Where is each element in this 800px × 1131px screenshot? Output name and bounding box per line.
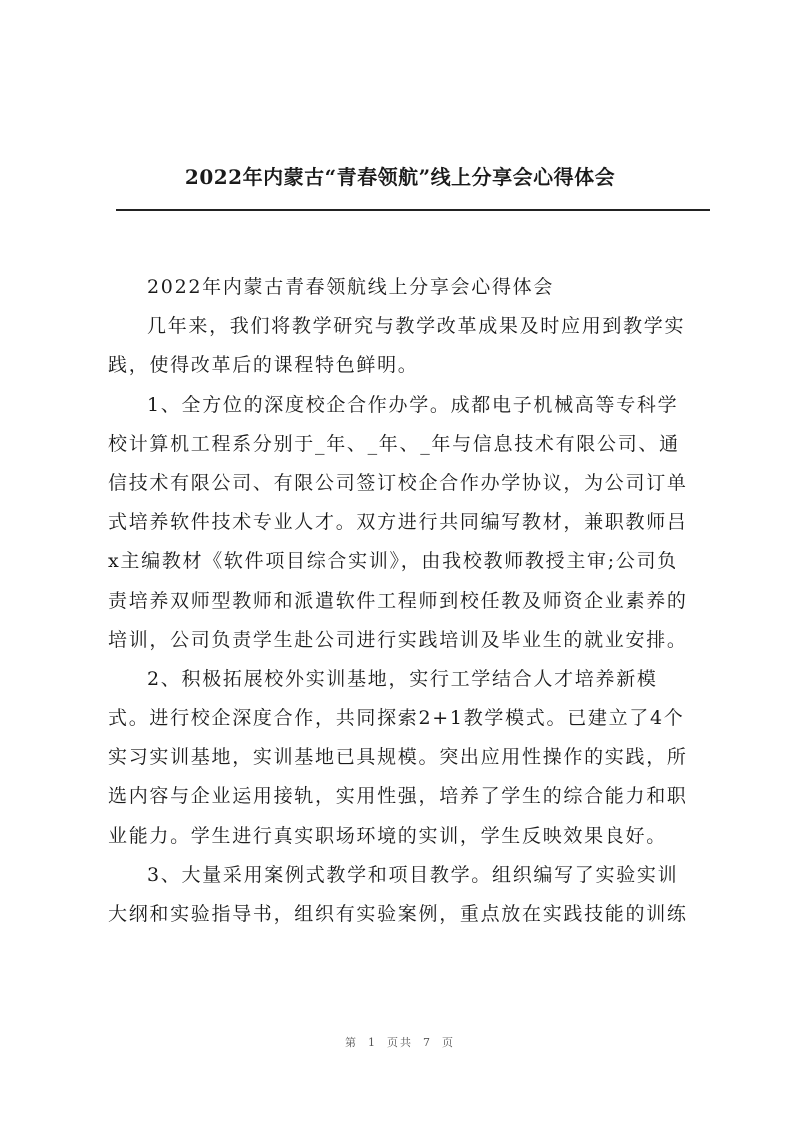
page-label-middle: 页共 (387, 1036, 413, 1049)
text-line: 大纲和实验指导书，组织有实验案例，重点放在实践技能的训练 (108, 903, 688, 925)
text-line: 培训，公司负责学生赴公司进行实践培训及毕业生的就业安排。 (108, 628, 688, 651)
text-line: 2022年内蒙古青春领航线上分享会心得体会 (147, 276, 555, 298)
text-line: 信技术有限公司、有限公司签订校企合作办学协议，为公司订单 (108, 471, 688, 494)
page-footer (0, 1034, 800, 1050)
text-line: x主编教材《软件项目综合实训》，由我校教师教授主审;公司负 (108, 550, 678, 573)
text-line: 式。进行校企深度合作，共同探索2+1教学模式。已建立了4个 (108, 707, 685, 730)
current-page-number: 1 (368, 1036, 377, 1049)
total-pages-number: 7 (423, 1036, 432, 1049)
text-line: 1、全方位的深度校企合作办学。成都电子机械高等专科学 (147, 393, 679, 416)
page-label-suffix: 页 (442, 1036, 455, 1049)
text-line: 2、积极拓展校外实训基地，实行工学结合人才培养新模 (147, 667, 658, 690)
text-line: 式培养软件技术专业人才。双方进行共同编写教材，兼职教师吕 (108, 511, 688, 534)
document-title: 2022年内蒙古“青春领航”线上分享会心得体会 (184, 165, 616, 189)
text-line: 选内容与企业运用接轨，实用性强，培养了学生的综合能力和职 (108, 785, 688, 808)
text-line: 校计算机工程系分别于_年、_年、_年与信息技术有限公司、通 (108, 432, 680, 455)
title-underline (116, 209, 710, 211)
text-line: 3、大量采用案例式教学和项目教学。组织编写了实验实训 (147, 863, 679, 886)
text-line: 业能力。学生进行真实职场环境的实训，学生反映效果良好。 (108, 824, 667, 847)
page-label-prefix: 第 (345, 1036, 358, 1049)
text-line: 实习实训基地，实训基地已具规模。突出应用性操作的实践，所 (108, 746, 688, 769)
text-line: 责培养双师型教师和派遣软件工程师到校任教及师资企业素养的 (108, 589, 688, 612)
document-body (108, 268, 708, 934)
text-line: 践，使得改革后的课程特色鲜明。 (108, 354, 419, 377)
text-line: 几年来，我们将教学研究与教学改革成果及时应用到教学实 (147, 315, 686, 338)
